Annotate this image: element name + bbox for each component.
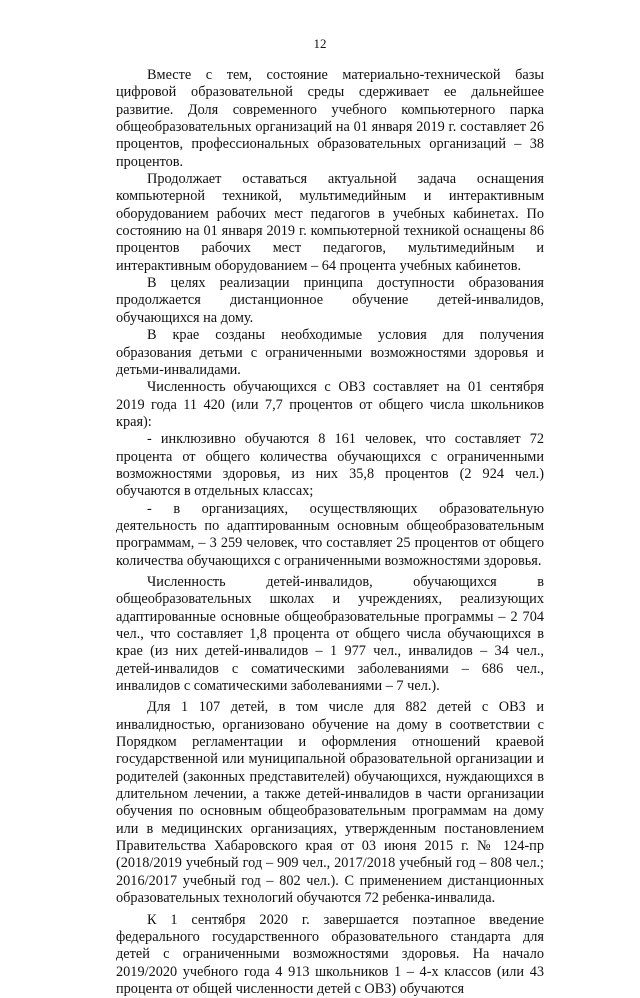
document-body	[116, 67, 544, 998]
paragraph-home-schooling: Для 1 107 детей, в том числе для 882 детей с ОВЗ и инвалидностью, организовано обучение на дому в соответствии с Порядком регламентации и оформления отношений краевой государственной или муниципальной образовательной организации и родителей (законных представителей) обучающихся, нуждающихся в длительном лечении, а также детей-инвалидов в части организации обучения по основным общеобразовательным программам на дому или в медицинских организациях, утвержденным постановлением Правительства Хабаровского края от 03 июня 2015 г. № 124-пр (2018/2019 учебный год – 909 чел., 2017/2018 учебный год – 808 чел.; 2016/2017 учебный год – 802 чел.). С применением дистанционных образовательных технологий обучаются 72 ребенка-инвалида.	[116, 699, 544, 907]
paragraph-digital-environment: Вместе с тем, состояние материально-технической базы цифровой образовательной среды сдерживает ее дальнейшее развитие. Доля современного учебного компьютерного парка общеобразовательных организаций на 01 января 2019 г. составляет 26 процентов, профессиональных образовательных организаций – 38 процентов.	[116, 67, 544, 171]
paragraph-distance-learning: В целях реализации принципа доступности образования продолжается дистанционное обучение детей-инвалидов, обучающихся на дому.	[116, 275, 544, 327]
paragraph-equipment: Продолжает оставаться актуальной задача оснащения компьютерной техникой, мультимедийным и интерактивным оборудованием рабочих мест педагогов в учебных кабинетах. По состоянию на 01 января 2019 г. компьютерной техникой оснащены 86 процентов рабочих мест педагогов, мультимедийным и интерактивным оборудованием – 64 процента учебных кабинетов.	[116, 171, 544, 275]
list-item-adapted-programs: - в организациях, осуществляющих образовательную деятельность по адаптированным основным общеобразовательным программам, – 3 259 человек, что составляет 25 процентов от общего количества обучающихся с ограниченными возможностями здоровья.	[116, 501, 544, 570]
paragraph-conditions: В крае созданы необходимые условия для получения образования детьми с ограниченными возможностями здоровья и детьми-инвалидами.	[116, 327, 544, 379]
page-number: 12	[0, 36, 640, 52]
paragraph-ovz-count: Численность обучающихся с ОВЗ составляет на 01 сентября 2019 года 11 420 (или 7,7 процентов от общего числа школьников края):	[116, 379, 544, 431]
paragraph-disabled-children: Численность детей-инвалидов, обучающихся в общеобразовательных школах и учреждениях, реализующих адаптированные основные общеобразовательные программы – 2 704 чел., что составляет 1,8 процента от общего числа обучающихся в крае (из них детей-инвалидов – 1 977 чел., инвалидов – 34 чел., детей-инвалидов с соматическими заболеваниями – 686 чел., инвалидов с соматическими заболеваниями – 7 чел.).	[116, 574, 544, 695]
paragraph-fgos-ovz: К 1 сентября 2020 г. завершается поэтапное введение федерального государственного образовательного стандарта для детей с ограниченными возможностями здоровья. На начало 2019/2020 учебного года 4 913 школьников 1 – 4-х классов (или 43 процента от общей численности детей с ОВЗ) обучаются	[116, 912, 544, 998]
list-item-inclusive: - инклюзивно обучаются 8 161 человек, что составляет 72 процента от общего количества обучающихся с ограниченными возможностями здоровья, из них 35,8 процентов (2 924 чел.) обучаются в отдельных классах;	[116, 431, 544, 500]
